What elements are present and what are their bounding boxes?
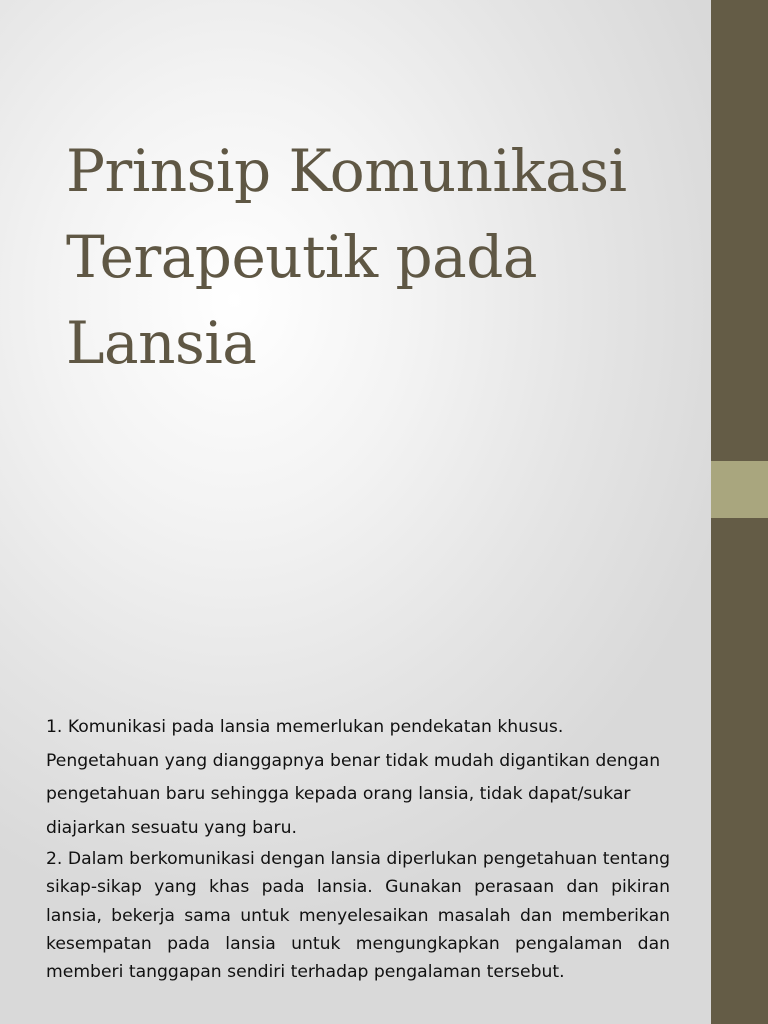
body-point-1: 1. Komunikasi pada lansia memerlukan pendekatan khusus. Pengetahuan yang dianggapnya benar tidak mudah digantikan dengan pengetahuan baru sehingga kepada orang lansia, tidak dapat/sukar diajarkan sesuatu yang baru.: [46, 717, 661, 838]
slide-title: Prinsip Komunikasi Terapeutik pada Lansia: [66, 137, 627, 377]
side-bar-accent: [711, 461, 768, 518]
body-point-2: 2. Dalam berkomunikasi dengan lansia diperlukan pengetahuan tentang sikap-sikap yang khas pada lansia. Gunakan perasaan dan pikiran lansia, bekerja sama untuk menyelesaikan masalah dan memberikan kesempatan pada lansia untuk mengungkapkan pengalaman dan memberi tanggapan sendiri terhadap pengalaman tersebut.: [46, 849, 670, 983]
slide-body: [46, 711, 670, 986]
